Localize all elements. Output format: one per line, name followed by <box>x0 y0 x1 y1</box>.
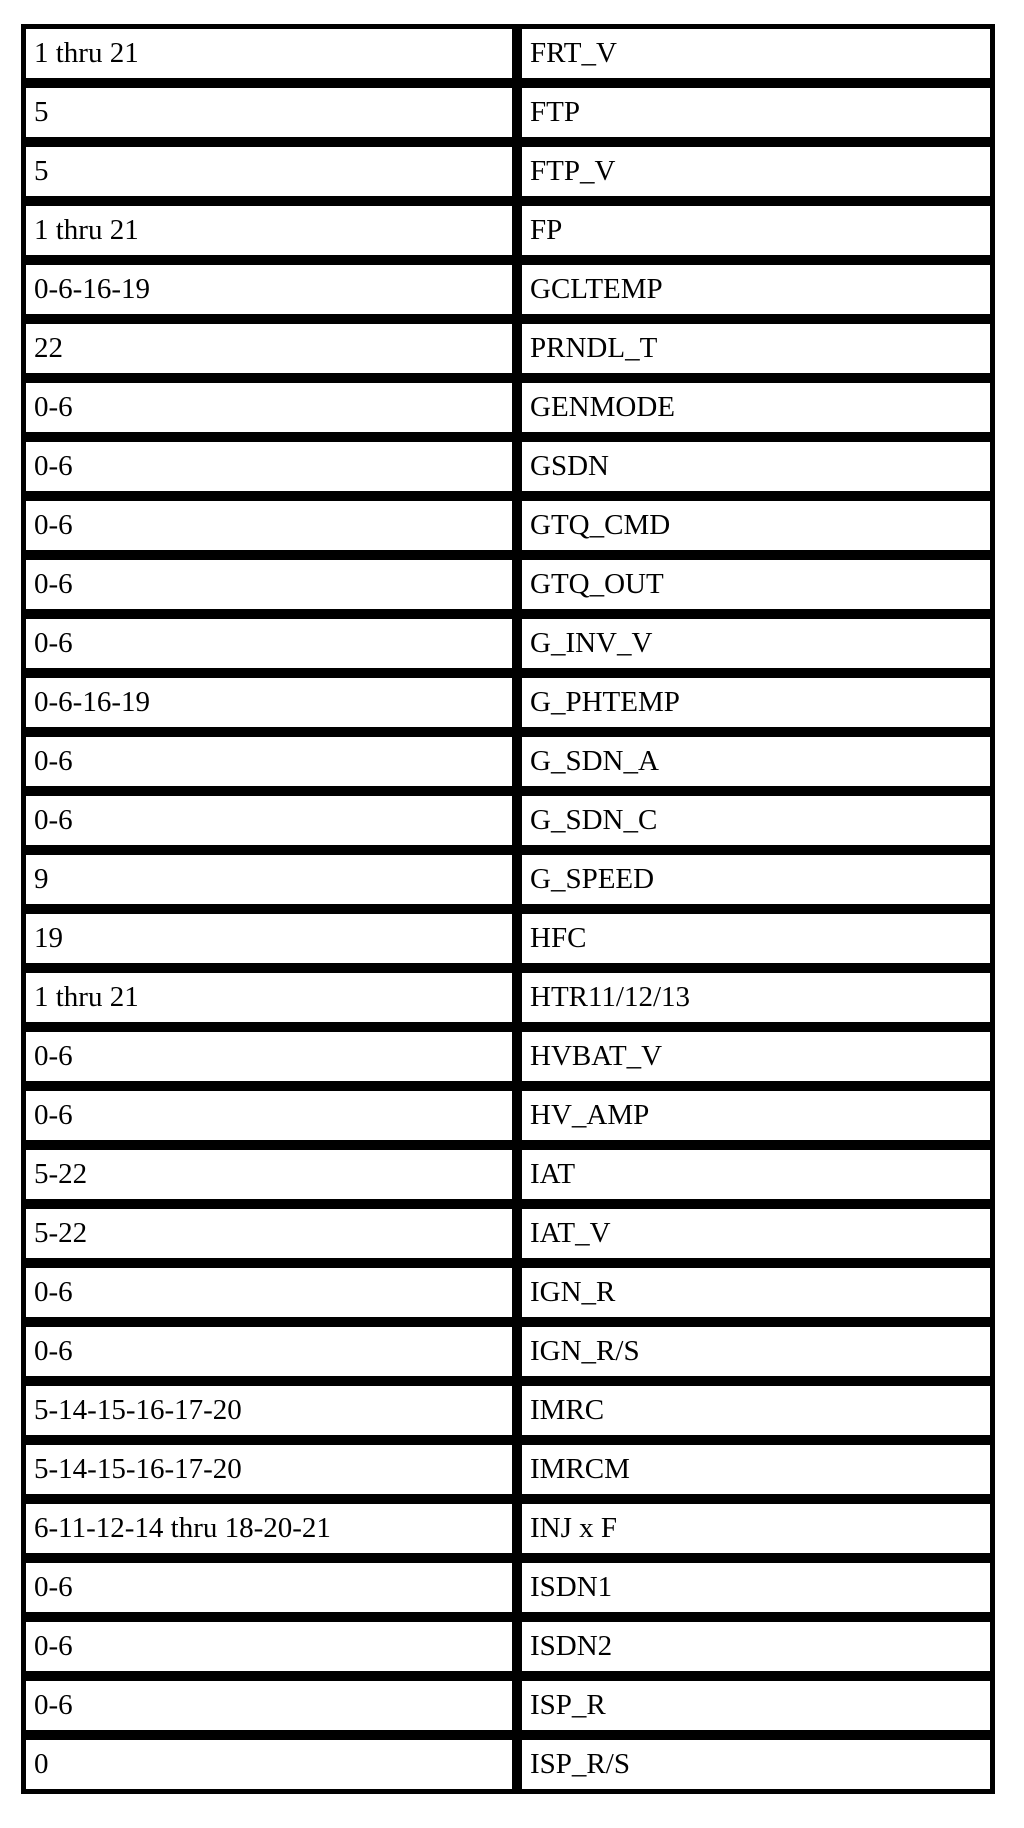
table-cell-conditions: 0-6-16-19 <box>26 265 522 324</box>
table-cell-conditions: 5-22 <box>26 1150 522 1209</box>
table-cell-signal: GTQ_OUT <box>522 560 990 619</box>
table-cell-conditions: 0 <box>26 1740 522 1789</box>
table-cell-signal: G_SPEED <box>522 855 990 914</box>
table-cell-signal: HTR11/12/13 <box>522 973 990 1032</box>
table-cell-conditions: 0-6 <box>26 1327 522 1386</box>
table-cell-conditions: 0-6 <box>26 442 522 501</box>
table-row <box>26 1150 990 1209</box>
table-row <box>26 442 990 501</box>
table-row <box>26 1091 990 1150</box>
table-cell-conditions: 0-6 <box>26 1091 522 1150</box>
table-row <box>26 265 990 324</box>
table-row <box>26 973 990 1032</box>
table-cell-signal: GENMODE <box>522 383 990 442</box>
table-cell-signal: IAT_V <box>522 1209 990 1268</box>
table-cell-signal: ISP_R/S <box>530 1748 630 1780</box>
table-cell-conditions: 0-6 <box>26 560 522 619</box>
table-row <box>26 383 990 442</box>
table-cell-signal: G_PHTEMP <box>522 678 990 737</box>
table-cell-signal: IAT <box>522 1150 990 1209</box>
table-row <box>26 1681 990 1740</box>
table-row <box>26 206 990 265</box>
table-row <box>26 1740 990 1789</box>
table-cell-signal: ISDN1 <box>522 1563 990 1622</box>
table-cell-conditions: 5 <box>26 147 522 206</box>
table-cell-conditions: 0-6 <box>26 1268 522 1327</box>
table-cell-conditions: 5 <box>26 88 522 147</box>
table-cell-signal: GSDN <box>522 442 990 501</box>
table-cell-signal: G_SDN_A <box>522 737 990 796</box>
table-cell-signal: ISP_R <box>522 1681 990 1740</box>
table-row <box>26 796 990 855</box>
table-cell-conditions: 9 <box>26 855 522 914</box>
table-cell-signal: G_INV_V <box>522 619 990 678</box>
table-row <box>26 88 990 147</box>
table-cell-signal: GTQ_CMD <box>522 501 990 560</box>
table-cell-conditions: 0-6 <box>26 383 522 442</box>
table-cell-signal: FRT_V <box>522 29 990 88</box>
table-cell-conditions: 0-6 <box>26 619 522 678</box>
table-row <box>26 29 990 88</box>
table-row <box>26 1032 990 1091</box>
table-row <box>26 501 990 560</box>
table-row <box>26 324 990 383</box>
table-cell-conditions: 1 thru 21 <box>26 206 522 265</box>
table-cell-conditions: 0-6 <box>26 1563 522 1622</box>
table-cell-signal: IGN_R <box>522 1268 990 1327</box>
table-row <box>26 1563 990 1622</box>
table-cell-conditions: 1 thru 21 <box>26 29 522 88</box>
table-cell-signal: GCLTEMP <box>522 265 990 324</box>
table-row <box>26 1504 990 1563</box>
table-cell-signal: FP <box>522 206 990 265</box>
table-row <box>26 855 990 914</box>
table-cell-conditions: 5-14-15-16-17-20 <box>26 1445 522 1504</box>
table-row <box>26 1268 990 1327</box>
table-row <box>26 1622 990 1681</box>
table-row <box>26 1386 990 1445</box>
table-cell-signal: IMRC <box>522 1386 990 1445</box>
table-cell-conditions: 5-14-15-16-17-20 <box>26 1386 522 1445</box>
table-cell-conditions: 5-22 <box>26 1209 522 1268</box>
table-cell-signal: INJ x F <box>522 1504 990 1563</box>
table-cell-conditions: 6-11-12-14 thru 18-20-21 <box>26 1504 522 1563</box>
table-row <box>26 914 990 973</box>
table-cell-conditions: 22 <box>26 324 522 383</box>
table-cell-signal: ISDN2 <box>522 1622 990 1681</box>
table-cell-conditions: 0-6 <box>26 1622 522 1681</box>
table-cell-conditions: 1 thru 21 <box>26 973 522 1032</box>
signal-table <box>21 24 995 1794</box>
table-row <box>26 147 990 206</box>
table-cell-signal: PRNDL_T <box>522 324 990 383</box>
table-cell-conditions: 0-6 <box>26 501 522 560</box>
table-cell-signal: G_SDN_C <box>522 796 990 855</box>
table-cell-conditions: 0-6-16-19 <box>26 678 522 737</box>
table-cell-signal: HVBAT_V <box>522 1032 990 1091</box>
table-cell-signal: IMRCM <box>522 1445 990 1504</box>
table-cell-signal: FTP <box>522 88 990 147</box>
table-cell-conditions: 0-6 <box>26 737 522 796</box>
table-row <box>26 1445 990 1504</box>
table-row <box>26 1209 990 1268</box>
table-cell-conditions: 0-6 <box>26 796 522 855</box>
table-row <box>26 1327 990 1386</box>
table-cell-signal: HV_AMP <box>522 1091 990 1150</box>
table-cell-signal: IGN_R/S <box>522 1327 990 1386</box>
table-row <box>26 737 990 796</box>
table-cell-conditions: 19 <box>26 914 522 973</box>
table-row <box>26 560 990 619</box>
table-cell-conditions: 0-6 <box>26 1032 522 1091</box>
table-cell-signal: HFC <box>522 914 990 973</box>
table-cell-conditions: 0-6 <box>26 1681 522 1740</box>
table-row <box>26 678 990 737</box>
signal-table-body <box>26 29 990 1789</box>
table-row <box>26 619 990 678</box>
table-cell-signal: FTP_V <box>522 147 990 206</box>
